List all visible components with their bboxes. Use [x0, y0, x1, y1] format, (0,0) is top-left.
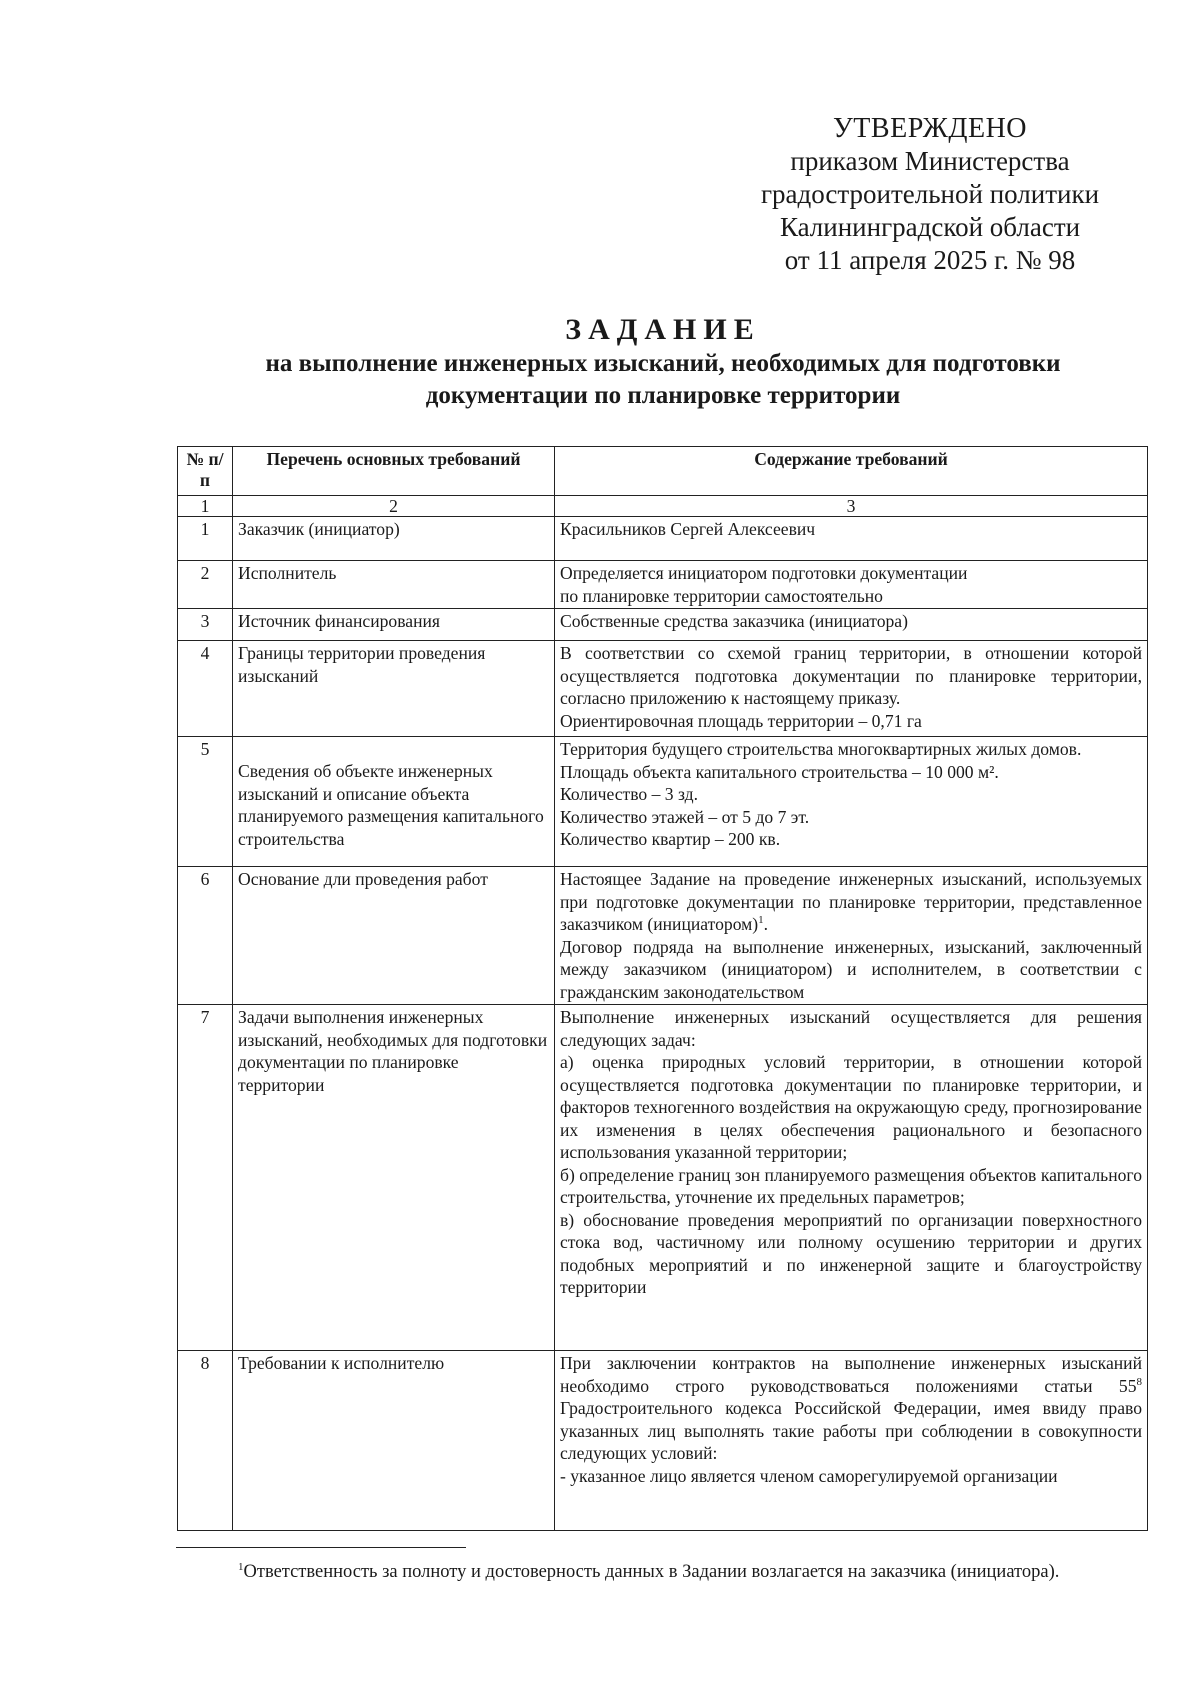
- document-subtitle-1: на выполнение инженерных изысканий, необходимых для подготовки: [265, 350, 1061, 377]
- content-text: При заключении контрактов на выполнение инженерных изысканий необходимо строго руководствоваться положениями статьи 55: [560, 1353, 1142, 1396]
- header-requirements-content: Содержание требований: [555, 447, 1148, 496]
- index-cell: 3: [555, 496, 1148, 517]
- row-content: [555, 517, 1148, 561]
- approval-line-3: Калининградской области: [779, 212, 1081, 242]
- row-number: 2: [178, 561, 233, 609]
- row-content: [555, 737, 1148, 867]
- row-name: Границы территории проведения изысканий: [233, 641, 555, 737]
- index-cell: 2: [233, 496, 555, 517]
- content-line: а) оценка природных условий территории, в отношении которой осуществляется подготовка документации по планировке территории, и факторов техногенного воздействия на окружающую среду, прогнозирование их изменения в целях обеспечения рационального и безопасного использования указанной территории;: [560, 1052, 1142, 1162]
- row-content: [555, 561, 1148, 609]
- footnote-text: Ответственность за полноту и достоверность данных в Задании возлагается на заказчика (инициатора).: [243, 1562, 1060, 1582]
- row-number: 7: [178, 1005, 233, 1351]
- row-name: Задачи выполнения инженерных изысканий, необходимых для подготовки документации по планировке территории: [233, 1005, 555, 1351]
- content-line: б) определение границ зон планируемого размещения объектов капитального строительства, уточнение их предельных параметров;: [560, 1164, 1142, 1207]
- document-title: ЗАДАНИЕ: [565, 313, 761, 346]
- document-heading: [180, 312, 1146, 412]
- row-content: [555, 641, 1148, 737]
- row-content: [555, 867, 1148, 1005]
- index-cell: 1: [178, 496, 233, 517]
- approval-line-4: от 11 апреля 2025 г. № 98: [784, 245, 1076, 275]
- table-row: [178, 1005, 1148, 1351]
- content-line: Собственные средства заказчика (инициатора): [560, 611, 908, 631]
- content-line: в) обоснование проведения мероприятий по организации поверхностного стока вод, частичному или полному осушению территории и других подобных мероприятий и по инженерной защите и благоустройству территории: [560, 1209, 1142, 1297]
- row-name-text: Сведения об объекте инженерных изысканий и описание объекта планируемого размещения капитального строительства: [238, 761, 544, 849]
- table-row: [178, 517, 1148, 561]
- approval-block: [700, 112, 1160, 277]
- document-subtitle-2: документации по планировке территории: [425, 382, 901, 409]
- content-line: Количество – 3 зд.: [560, 784, 698, 804]
- content-line: - указанное лицо является членом саморегулируемой организации: [560, 1465, 1058, 1486]
- row-number: 5: [178, 737, 233, 867]
- table-row: [178, 641, 1148, 737]
- row-name: Требовании к исполнителю: [233, 1351, 555, 1531]
- content-line: Настоящее Задание на проведение инженерных изысканий, используемых при подготовке документации по планировке территории, представленное заказчиком (инициатором)$^1$.: [560, 869, 1142, 934]
- row-number: 3: [178, 609, 233, 641]
- content-line: по планировке территории самостоятельно: [560, 585, 883, 606]
- content-line: Территория будущего строительства многоквартирных жилых домов.: [560, 739, 1082, 759]
- content-line: [560, 1352, 1142, 1465]
- footnote-divider: [176, 1547, 466, 1548]
- footnote-mark: 1: [758, 914, 764, 927]
- table-row: [178, 867, 1148, 1005]
- row-number: 8: [178, 1351, 233, 1531]
- content-line: Красильников Сергей Алексеевич: [560, 519, 816, 539]
- requirements-table: [177, 446, 1148, 1531]
- footnote-mark: 1: [238, 1560, 244, 1573]
- row-name: [233, 737, 555, 867]
- row-name: Источник финансирования: [233, 609, 555, 641]
- footnote: [238, 1562, 1059, 1583]
- content-line: Договор подряда на выполнение инженерных, изысканий, заключенный между заказчиком (инициатором) и исполнителем, в соответствии с гражданским законодательством: [560, 936, 1142, 1002]
- table-row: [178, 737, 1148, 867]
- row-content: [555, 1351, 1148, 1531]
- content-text: Градостроительного кодекса Российской Федерации, имея ввиду право указанных лиц выполнять такие работы при соблюдении в совокупности следующих условий:: [560, 1398, 1142, 1463]
- row-content: [555, 1005, 1148, 1351]
- row-name: Исполнитель: [233, 561, 555, 609]
- content-line: В соответствии со схемой границ территории, в отношении которой осуществляется подготовка документации по планировке территории, согласно приложению к настоящему приказу.: [560, 643, 1142, 708]
- table-row: [178, 1351, 1148, 1531]
- header-requirements-list: Перечень основных требований: [233, 447, 555, 496]
- content-line: Площадь объекта капитального строительства – 10 000 м².: [560, 761, 999, 782]
- row-name: Основание дли проведения работ: [233, 867, 555, 1005]
- table-index-row: [178, 496, 1148, 517]
- row-content: [555, 609, 1148, 641]
- row-name: Заказчик (инициатор): [233, 517, 555, 561]
- content-text: Настоящее Задание на проведение инженерных изысканий, используемых при подготовке документации по планировке территории, представленное заказчиком (инициатором): [560, 869, 1142, 934]
- content-line: Ориентировочная площадь территории – 0,71 га: [560, 710, 922, 731]
- content-line: Определяется инициатором подготовки документации: [560, 563, 968, 583]
- row-number: 4: [178, 641, 233, 737]
- approval-title: УТВЕРЖДЕНО: [832, 113, 1028, 144]
- content-line: Количество этажей – от 5 до 7 эт.: [560, 806, 810, 827]
- content-line: Количество квартир – 200 кв.: [560, 829, 781, 849]
- article-superscript: 8: [1136, 1375, 1142, 1388]
- table-row: [178, 609, 1148, 641]
- content-line: Выполнение инженерных изысканий осуществляется для решения следующих задач:: [560, 1007, 1142, 1050]
- row-number: 1: [178, 517, 233, 561]
- row-number: 6: [178, 867, 233, 1005]
- approval-line-1: приказом Министерства: [790, 146, 1070, 176]
- approval-line-2: градостроительной политики: [760, 179, 1100, 209]
- table-header-row: [178, 447, 1148, 496]
- table-row: [178, 561, 1148, 609]
- header-number: № п/п: [178, 447, 233, 496]
